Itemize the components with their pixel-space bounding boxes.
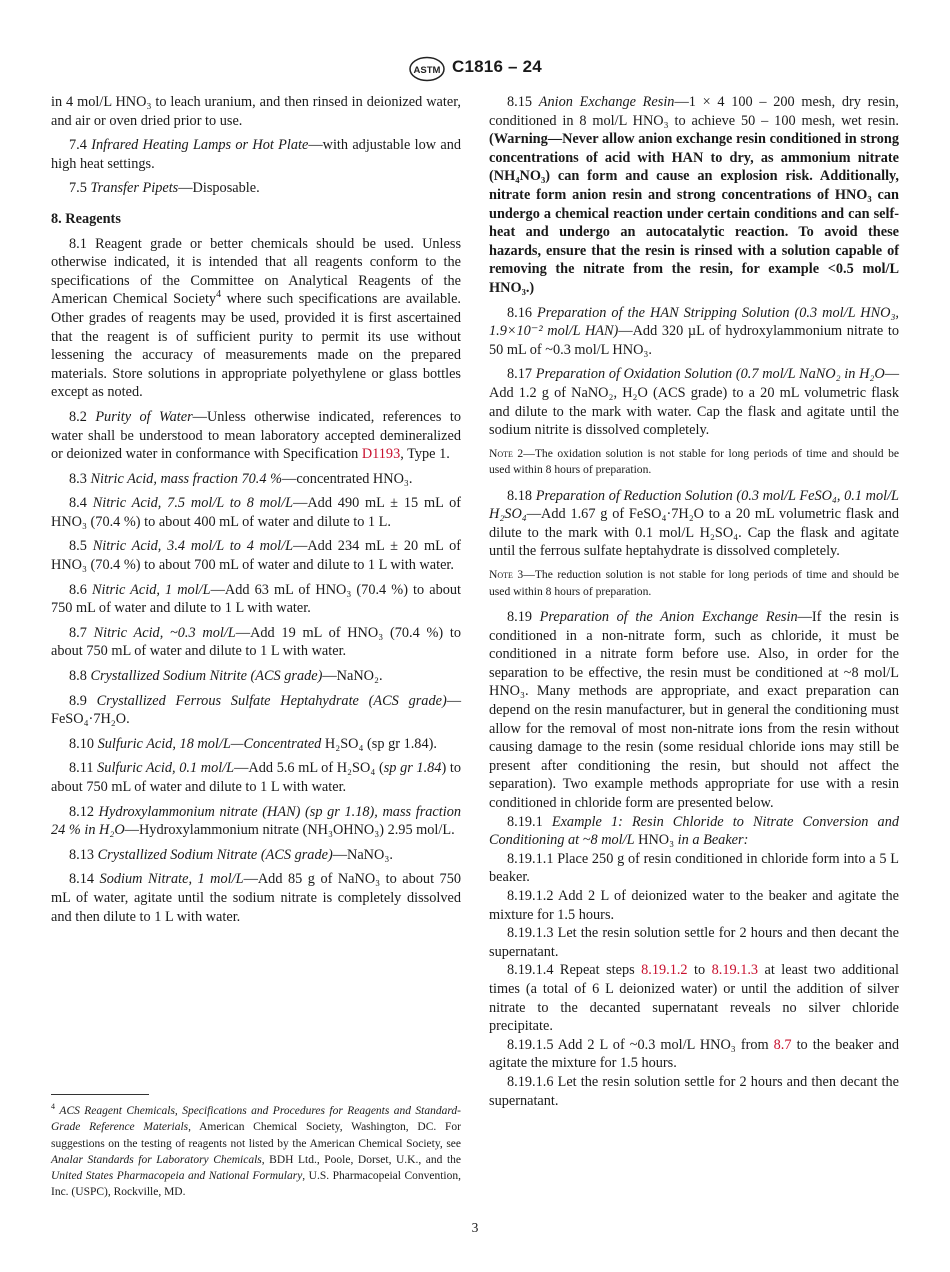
- spec-link-d1193[interactable]: D1193: [361, 446, 401, 463]
- para-8-8: 8.8 Crystallized Sodium Nitrite (ACS grade)—NaNO₂.: [69, 668, 383, 685]
- para-8-3: 8.3 Nitric Acid, mass fraction 70.4 %—concentrated HNO₃.: [69, 470, 413, 487]
- document-id: C1816 – 24: [452, 57, 542, 76]
- para-8-2: 8.2 Purity of Water—Unless otherwise indicated, references to water shall be understood to mean laboratory accepted demineralized or deionized water in conformance with Specification D1193, Type 1.: [51, 408, 461, 463]
- para-8-14: 8.14 Sodium Nitrate, 1 mol/L—Add 85 g of NaNO₃ to about 750 mL of water, agitate until the sodium nitrate is completely dissolved and then dilute to 1 L with water.: [51, 871, 462, 925]
- astm-logo: [408, 56, 446, 82]
- page-header: [0, 56, 950, 84]
- para-8-19: 8.19 Preparation of the Anion Exchange Resin—If the resin is conditioned in a non-nitrate form, such as chloride, it must be conditioned in a nitrate form before use. Also, in order for the separation to be effective, the resin must be conditioned at ~8 mol/L HNO₃. Many methods are appropriate, and exact preparation can depend on the resin manufacturer, but in general the conditioning must allow for the removal of most non-nitrate ions from the resin without causing damage to the resin (some residual chloride ions may still be present after conditioning the resin, but should not affect the separation). Two example methods appropriate for use with a resin conditioned in chloride form are presented below.: [489, 609, 899, 811]
- para-8-9: 8.9 Crystallized Ferrous Sulfate Heptahydrate (ACS grade)—FeSO₄·7H₂O.: [51, 692, 461, 728]
- footnote-4: $^4$ ACS Reagent Chemicals, Specifications and Procedures for Reagents and Standard-Grade Reference Materials, American Chemical Society, Washington, DC. For suggestions on the testing of reagents not listed by the American Chemical Society, see Analar Standards for Laboratory Chemicals, BDH Ltd., Poole, Dorset, U.K., and the United States Pharmacopeia and National Formulary, U.S. Pharmacopeial Convention, Inc. (USPC), Rockville, MD.: [51, 1102, 462, 1199]
- footnote-rule: [51, 1094, 149, 1095]
- footnote-ref: 4: [216, 289, 222, 301]
- para-8-17: 8.17 Preparation of Oxidation Solution (0.7 mol/L NaNO₂ in H₂O—Add 1.2 g of NaNO₂, H₂O (ACS grade) to a 20 mL volumetric flask and dilute to the mark with water. Cap the flask and agitate until the sodium nitrite is dissolved completely.: [489, 366, 900, 439]
- para-8-1: 8.1 Reagent grade or better chemicals should be used. Unless otherwise indicated, it is intended that all reagents conform to the specifications of the Committee on Analytical Reagents of the American Chemical Society$^4$ where such specifications are available. Other grades of reagents may be used, provided it is first ascertained that the reagent is of sufficient purity to permit its use without lessening the accuracy of measurements made on the prepared materials. Store solutions in appropriate polyethylene or glass bottles except as noted.: [51, 235, 462, 401]
- para-8-6: 8.6 Nitric Acid, 1 mol/L—Add 63 mL of HNO₃ (70.4 %) to about 750 mL of water and dilute to 1 L with water.: [51, 581, 461, 617]
- warning-text: (Warning—Never allow anion exchange resin conditioned in strong concentrations of acid with HAN to dry, as ammonium nitrate (NH₄NO₃) can form and cause an explosion risk. Additionally, nitrate form anion resin and strong concentrations of HNO₃ can undergo a chemical reaction under certain conditions and can self-heat and undergo an autocatalytic reaction. To avoid these hazards, ensure that the resin is rinsed with a solution capable of removing the nitrate from the resin, for example <0.5 mol/L HNO₃.): [489, 131, 899, 296]
- para-8-13: 8.13 Crystallized Sodium Nitrate (ACS grade)—NaNO₃.: [69, 846, 393, 863]
- para-8-19-1-6: 8.19.1.6 Let the resin solution settle for 2 hours and then decant the supernatant.: [489, 1073, 899, 1109]
- page-number: 3: [471, 1220, 479, 1235]
- logo-text: ASTM: [413, 65, 441, 76]
- left-column: [51, 93, 461, 932]
- para-8-5: 8.5 Nitric Acid, 3.4 mol/L to 4 mol/L—Add 234 mL ± 20 mL of HNO₃ (70.4 %) to about 700 mL of water and dilute to 1 L with water.: [51, 538, 461, 574]
- para-8-19-1-5: 8.19.1.5 Add 2 L of ~0.3 mol/L HNO₃ from 8.7 to the beaker and agitate the mixture for 1.5 hours.: [489, 1036, 899, 1072]
- para-8-10: 8.10 Sulfuric Acid, 18 mol/L—Concentrated H₂SO₄ (sp gr 1.84).: [69, 735, 437, 752]
- step-link-8-19-1-2[interactable]: 8.19.1.2: [641, 962, 688, 979]
- para-7-3-cont: in 4 mol/L HNO₃ to leach uranium, and then rinsed in deionized water, and air or oven dried prior to use.: [51, 94, 461, 129]
- para-8-7: 8.7 Nitric Acid, ~0.3 mol/L—Add 19 mL of HNO₃ (70.4 %) to about 750 mL of water and dilute to 1 L with water.: [51, 624, 462, 660]
- para-8-11: 8.11 Sulfuric Acid, 0.1 mol/L—Add 5.6 mL of H₂SO₄ (sp gr 1.84) to about 750 mL of water and dilute to 1 L with water.: [51, 760, 461, 795]
- para-8-19-1-2: 8.19.1.2 Add 2 L of deionized water to the beaker and agitate the mixture for 1.5 hours.: [489, 887, 899, 923]
- para-8-19-1: 8.19.1 Example 1: Resin Chloride to Nitrate Conversion and Conditioning at ~8 mol/L HNO₃ in a Beaker:: [489, 813, 899, 849]
- para-8-18: 8.18 Preparation of Reduction Solution (0.3 mol/L FeSO₄, 0.1 mol/L H₂SO₄—Add 1.67 g of FeSO₄·7H₂O to a 20 mL volumetric flask and dilute to the mark with 0.1 mol/L H₂SO₄. Cap the flask and agitate until the ferrous sulfate heptahydrate is dissolved completely.: [489, 487, 900, 560]
- para-7-5: 7.5 Transfer Pipets—Disposable.: [69, 180, 260, 197]
- step-link-8-19-1-3[interactable]: 8.19.1.3: [711, 962, 759, 979]
- right-column: [489, 93, 899, 1110]
- para-8-16: 8.16 Preparation of the HAN Stripping Solution (0.3 mol/L HNO₃, 1.9×10⁻² mol/L HAN)—Add 320 µL of hydroxylammonium nitrate to 50 mL of ~0.3 mol/L HNO₃.: [489, 304, 899, 358]
- section-link-8-7[interactable]: 8.7: [773, 1036, 792, 1053]
- para-8-4: 8.4 Nitric Acid, 7.5 mol/L to 8 mol/L—Add 490 mL ± 15 mL of HNO₃ (70.4 %) to about 400 mL of water and dilute to 1 L.: [51, 495, 461, 530]
- para-8-15: 8.15 Anion Exchange Resin—1 × 4 100 – 200 mesh, dry resin, conditioned in 8 mol/L HNO₃ to achieve 50 – 100 mesh, wet resin. (Warning—Never allow anion exchange resin conditioned in strong concentrations of acid with HAN to dry, as ammonium nitrate (NH₄NO₃) can form and cause an explosion risk. Additionally, nitrate form anion resin and strong concentrations of HNO₃ can undergo a chemical reaction under certain conditions and can self-heat and undergo an autocatalytic reaction. To avoid these hazards, ensure that the resin is rinsed with a solution capable of removing the nitrate from the resin, for example <0.5 mol/L HNO₃.): [489, 94, 899, 296]
- section-heading-reagents: 8. Reagents: [51, 210, 121, 227]
- para-8-19-1-1: 8.19.1.1 Place 250 g of resin conditioned in chloride form into a 5 L beaker.: [489, 850, 899, 886]
- note-3: Note 3—The reduction solution is not stable for long periods of time and should be used within 8 hours of preparation.: [489, 568, 899, 598]
- para-8-12: 8.12 Hydroxylammonium nitrate (HAN) (sp gr 1.18), mass fraction 24 % in H₂O—Hydroxylammonium nitrate (NH₃OHNO₃) 2.95 mol/L.: [51, 803, 461, 839]
- para-8-19-1-4: 8.19.1.4 Repeat steps 8.19.1.2 to 8.19.1.3 at least two additional times (a total of 6 L deionized water) or until the addition of silver nitrate to the decanted supernatant reveals no silver chloride precipitate.: [489, 962, 899, 1035]
- para-8-19-1-3: 8.19.1.3 Let the resin solution settle for 2 hours and then decant the supernatant.: [489, 925, 899, 960]
- note-2: Note 2—The oxidation solution is not stable for long periods of time and should be used within 8 hours of preparation.: [489, 446, 900, 477]
- para-7-4: 7.4 Infrared Heating Lamps or Hot Plate—with adjustable low and high heat settings.: [51, 137, 461, 172]
